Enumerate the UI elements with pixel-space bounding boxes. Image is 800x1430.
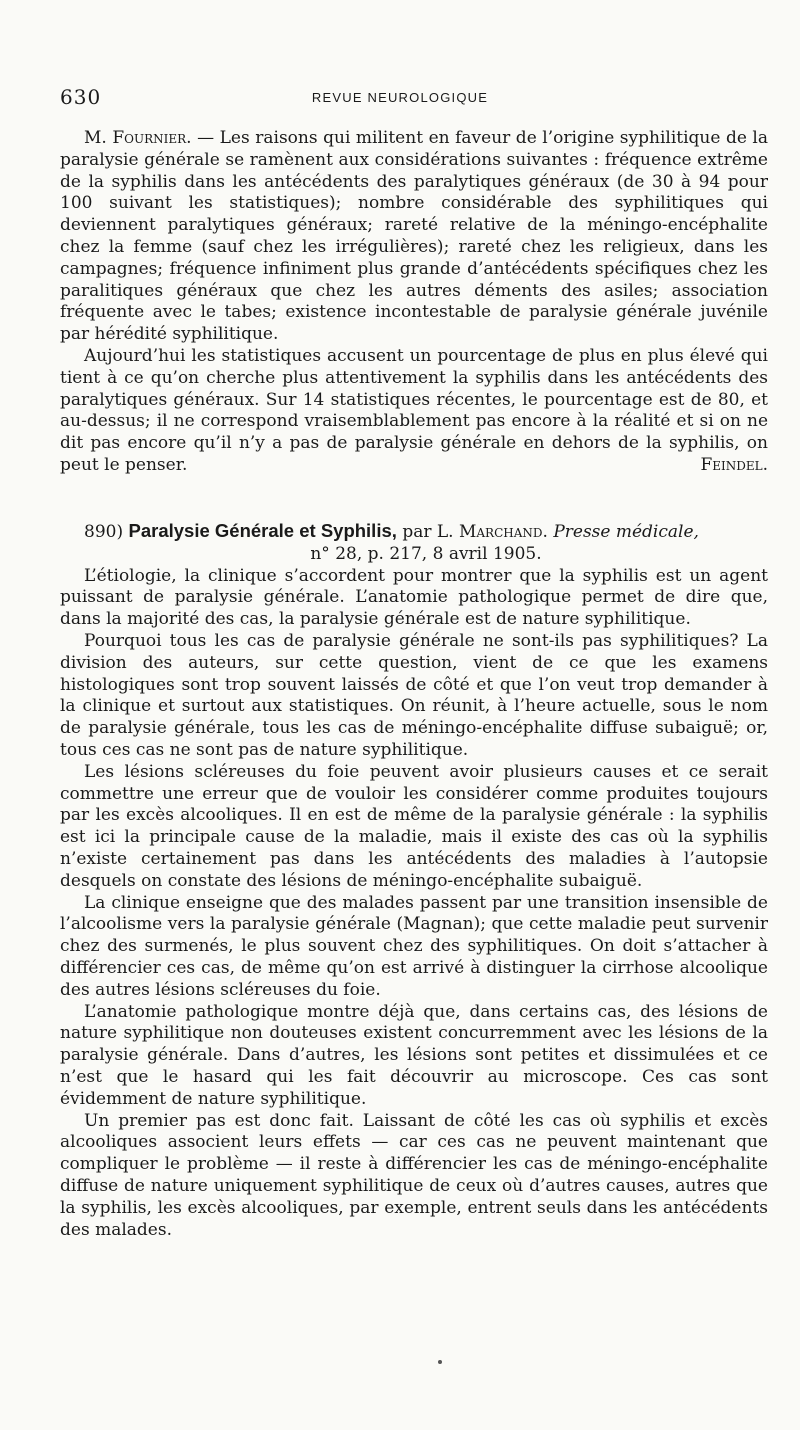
fournier-text-1: — Les raisons qui militent en faveur de l’origine syphilitique de la paralysie générale se ramènent aux considérations suivantes : fréquence extrême de la syphilis dans les antécédents des paralytiques généraux (de 30 à 94 pour 100 suivant les statistiques); nombre considérable des syphilitiques qui deviennent paralytiques généraux; rareté relative de la méningo-encéphalite chez la femme (sauf chez les irrégulières); rareté chez les religieux, dans les campagnes; fréquence infiniment plus grande d’antécédents spécifiques chez les paralitiques généraux que chez les autres déments des asiles; association fréquente avec le tabes; existence incontestable de paralysie générale juvénile par hérédité syphilitique. [60, 128, 769, 345]
ink-speck [438, 1360, 442, 1364]
fournier-section [60, 128, 768, 477]
article-paragraph-1: L’étiologie, la clinique s’accordent pour montrer que la syphilis est un agent puissant de paralysie générale. L’anatomie pathologique permet de dire que, dans la majorité des cas, la paralysie générale est de nature syphilitique. [60, 565, 768, 630]
article-heading [60, 520, 768, 544]
article-paragraph-5: L’anatomie pathologique montre déjà que, dans certains cas, des lésions de nature syphilitique non douteuses existent concurremment avec les lésions de la paralysie générale. Dans d’autres, les lésions sont petites et dissimulées et ce n’est que le hasard qui les fait découvrir au microscope. Ces cas sont évidemment de nature syphilitique. [60, 1001, 768, 1109]
article-journal: Presse médicale, [553, 522, 699, 542]
speaker-name: M. Fournier. [84, 128, 192, 148]
article-paragraph-6: Un premier pas est donc fait. Laissant de côté les cas où syphilis et excès alcooliques associent leurs effets — car ces cas ne peuvent maintenant que compliquer le problème — il reste à différencier les cas de méningo-encéphalite diffuse de nature uniquement syphilitique de ceux où d’autres causes, autres que la syphilis, les excès alcooliques, par exemple, entrent seuls dans les antécédents des malades. [60, 1110, 768, 1240]
article-paragraph-2: Pourquoi tous les cas de paralysie générale ne sont-ils pas syphilitiques? La division des auteurs, sur cette question, vient de ce que les examens histologiques sont trop souvent laissés de côté et que l’on veut trop demander à la clinique et surtout aux statistiques. On réunit, à l’heure actuelle, sous le nom de paralysie générale, tous les cas de méningo-encéphalite diffuse subaiguë; or, tous ces cas ne sont pas de nature syphilitique. [60, 630, 768, 760]
article-number: 890) [84, 522, 124, 542]
article-author: Marchand. [458, 522, 548, 542]
author-prefix: par L. [402, 522, 454, 542]
fournier-text-2: Aujourd’hui les statistiques accusent un pourcentage de plus en plus élevé qui tient à ce qu’on cherche plus attentivement la syphilis dans les antécédents des paralytiques généraux. Sur 14 statistiques récentes, le pourcentage est de 80, et au-dessus; il ne correspond vraisemblablement pas encore à la réalité et si on ne dit pas encore qu’il n’y a pas de paralysie générale en dehors de la syphilis, on peut le penser. [60, 345, 768, 475]
signature: Feindel. [700, 454, 768, 475]
fournier-paragraph-1 [60, 128, 768, 346]
article-paragraph-3: Les lésions scléreuses du foie peuvent avoir plusieurs causes et ce serait commettre une erreur que de vouloir les considérer comme produites toujours par les excès alcooliques. Il en est de même de la paralysie générale : la syphilis est ici la principale cause de la maladie, mais il existe des cas où la syphilis n’existe certainement pas dans les antécédents des maladies à l’autopsie desquels on constate des lésions de méningo-encéphalite subaiguë. [60, 761, 768, 891]
page-number: 630 [60, 85, 102, 109]
article-paragraph-4: La clinique enseigne que des malades passent par une transition insensible de l’alcoolisme vers la paralysie générale (Magnan); que cette maladie peut survenir chez des surmenés, le plus souvent chez des syphilitiques. On doit s’attacher à différencier ces cas, de même qu’on est arrivé à distinguer la cirrhose alcoolique des autres lésions scléreuses du foie. [60, 892, 768, 1000]
article-title: Paralysie Générale et Syphilis, [128, 520, 397, 541]
running-header: REVUE NEUROLOGIQUE [311, 90, 489, 105]
article-citation: n° 28, p. 217, 8 avril 1905. [310, 543, 542, 564]
fournier-paragraph-2 [60, 346, 768, 477]
marchand-article [60, 520, 768, 1241]
